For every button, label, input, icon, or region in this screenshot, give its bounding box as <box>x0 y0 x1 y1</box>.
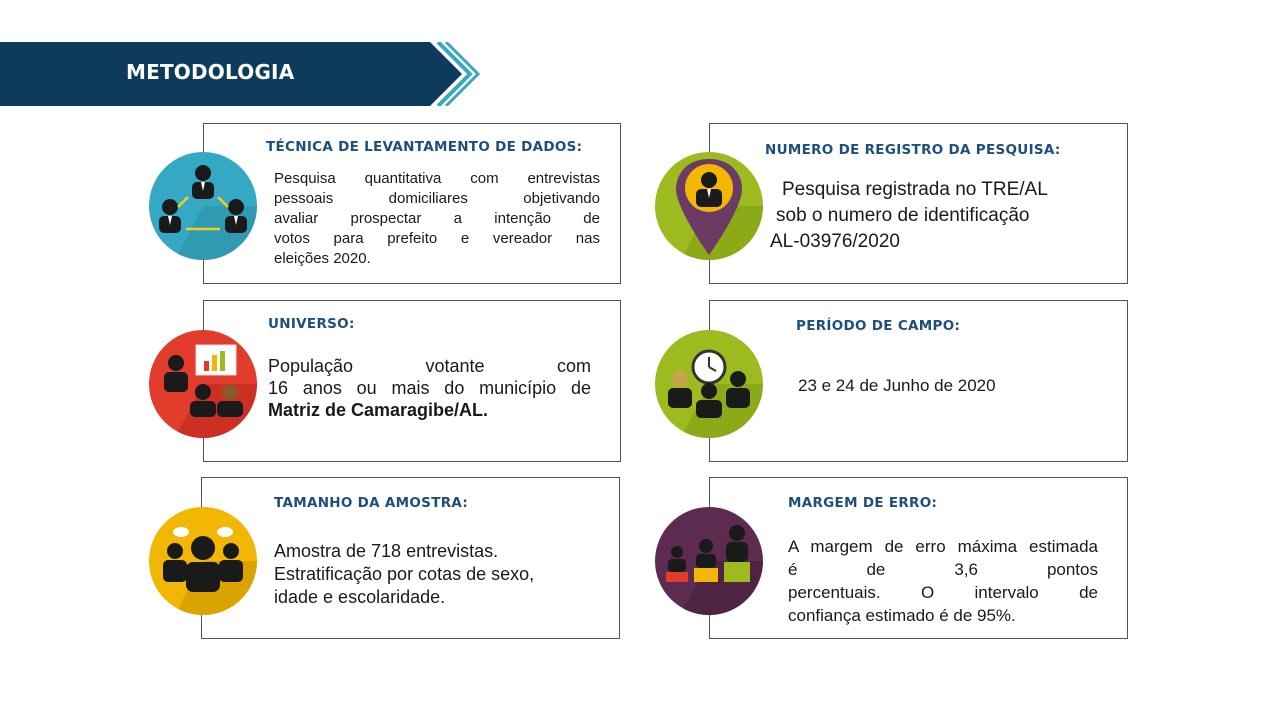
card-amostra <box>201 477 620 639</box>
card-title: PERÍODO DE CAMPO: <box>796 318 961 334</box>
body-line: AL-03976/2020 <box>770 231 900 252</box>
group-conversation-icon <box>148 506 258 616</box>
card-periodo <box>709 300 1128 462</box>
body-line: eleições 2020. <box>274 250 371 267</box>
body-line: é de 3,6 pontos <box>788 560 1098 579</box>
card-body <box>268 355 591 421</box>
card-body <box>274 540 604 609</box>
body-line: avaliar prospectar a intenção de <box>274 210 600 227</box>
body-line: A margem de erro máxima estimada <box>788 537 1098 556</box>
body-line: Pesquisa quantitativa com entrevistas <box>274 170 600 187</box>
body-line: votos para prefeito e vereador nas <box>274 230 600 247</box>
body-line: percentuais. O intervalo de <box>788 583 1098 602</box>
presentation-audience-icon <box>148 329 258 439</box>
card-universo <box>203 300 621 462</box>
clock-team-icon <box>654 329 764 439</box>
body-line: idade e escolaridade. <box>274 587 446 607</box>
body-line: 16 anos ou mais do município de <box>268 378 591 398</box>
card-tecnica <box>203 123 621 284</box>
card-margem <box>709 477 1128 639</box>
card-registro <box>709 123 1128 284</box>
card-title: MARGEM DE ERRO: <box>788 495 938 511</box>
body-line: Estratificação por cotas de sexo, <box>274 564 535 584</box>
body-line: pessoais domiciliares objetivando <box>274 190 600 207</box>
body-line: Pesquisa registrada no TRE/AL <box>782 179 1048 200</box>
card-body <box>274 169 600 269</box>
card-body <box>770 177 1120 255</box>
body-line: sob o numero de identificação <box>776 205 1030 226</box>
card-body: 23 e 24 de Junho de 2020 <box>798 376 996 395</box>
card-body <box>788 535 1098 627</box>
body-line-bold: Matriz de Camaragibe/AL. <box>268 400 489 420</box>
location-pin-person-icon <box>654 151 764 261</box>
card-title: UNIVERSO: <box>268 316 355 332</box>
page-title: METODOLOGIA <box>126 60 295 84</box>
card-title: TAMANHO DA AMOSTRA: <box>274 495 469 511</box>
card-title: TÉCNICA DE LEVANTAMENTO DE DADOS: <box>266 139 583 155</box>
body-line: confiança estimado é de 95%. <box>788 606 1016 625</box>
people-network-icon <box>148 151 258 261</box>
body-line: Amostra de 718 entrevistas. <box>274 541 499 561</box>
body-line: População votante com <box>268 356 591 376</box>
card-title: NUMERO DE REGISTRO DA PESQUISA: <box>765 142 1061 158</box>
section-banner <box>0 42 480 106</box>
podium-ranking-icon <box>654 506 764 616</box>
